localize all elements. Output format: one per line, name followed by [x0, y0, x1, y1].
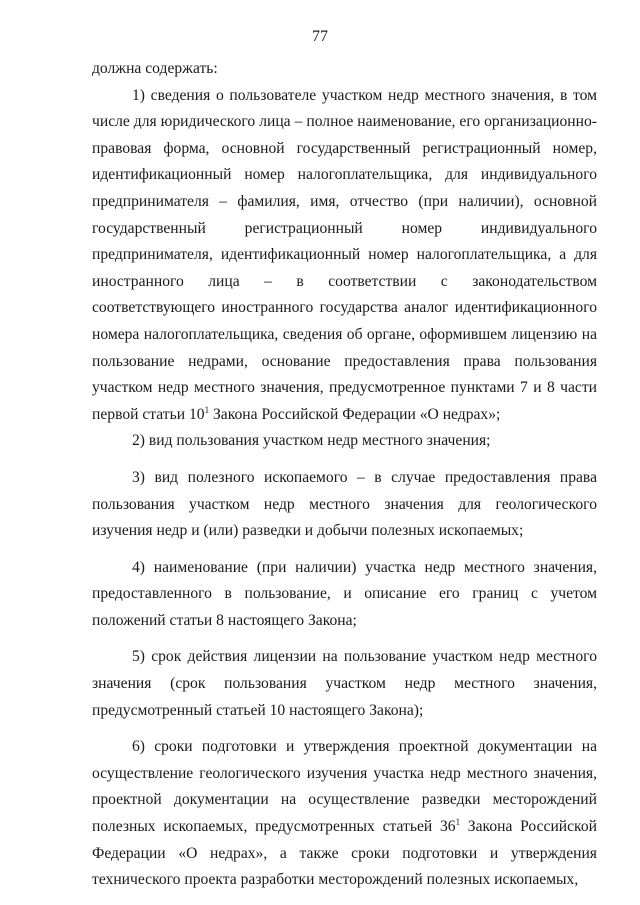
item-6-superscript: 1 [455, 817, 461, 828]
item-1-text: 1) сведения о пользователе участком недр местного значения, в том числе для юридического лица – полное наименование, его организационно-правовая форма, основной государственный регистрационный номер, идентификационный номер налогоплательщика, для индивидуального предпринимателя – фамилия, имя, отчество (при наличии), основной государственный регистрационный номер индивидуального предпринимателя, идентификационный номер налогоплательщика, а для иностранного лица – в соответствии с законодательством соответствующего иностранного государства аналог идентификационного номера налогоплательщика, сведения об органе, оформившем лицензию на пользование недрами, основание предоставления права пользования участком недр местного значения, предусмотренное пунктами 7 и 8 части первой статьи 10 [92, 86, 597, 423]
paragraph-item-5: 5) срок действия лицензии на пользование участком недр местного значения (срок пользования участком недр местного значения, предусмотренный статьей 10 настоящего Закона); [92, 648, 597, 719]
page-number: 77 [312, 28, 328, 45]
paragraph-item-6 [92, 734, 597, 894]
item-1-superscript: 1 [204, 404, 210, 415]
paragraph-item-4: 4) наименование (при наличии) участка недр местного значения, предоставленного в пользование, и описание его границ с учетом положений статьи 8 настоящего Закона; [92, 558, 597, 629]
paragraph-item-2: 2) вид пользования участком недр местного значения; [132, 432, 491, 450]
paragraph-item-3: 3) вид полезного ископаемого – в случае предоставления права пользования участком недр местного значения для геологического изучения недр и (или) разведки и добычи полезных ископаемых; [92, 468, 597, 540]
paragraph-intro: должна содержать: [92, 60, 218, 77]
document-body [92, 56, 597, 894]
item-1-text-end: Закона Российской Федерации «О недрах»; [209, 405, 501, 423]
item-6-text: 6) сроки подготовки и утверждения проектной документации на осуществление геологического изучения участка недр местного значения, проектной документации на осуществление разведки месторождений полезных ископаемых, предусмотренных статьей 36 [92, 738, 597, 836]
item-6-text-end: Закона Российской Федерации «О недрах», а также сроки подготовки и утверждения технического проекта разработки месторождений полезных ископаемых, [92, 818, 597, 889]
paragraph-item-1 [92, 83, 597, 429]
